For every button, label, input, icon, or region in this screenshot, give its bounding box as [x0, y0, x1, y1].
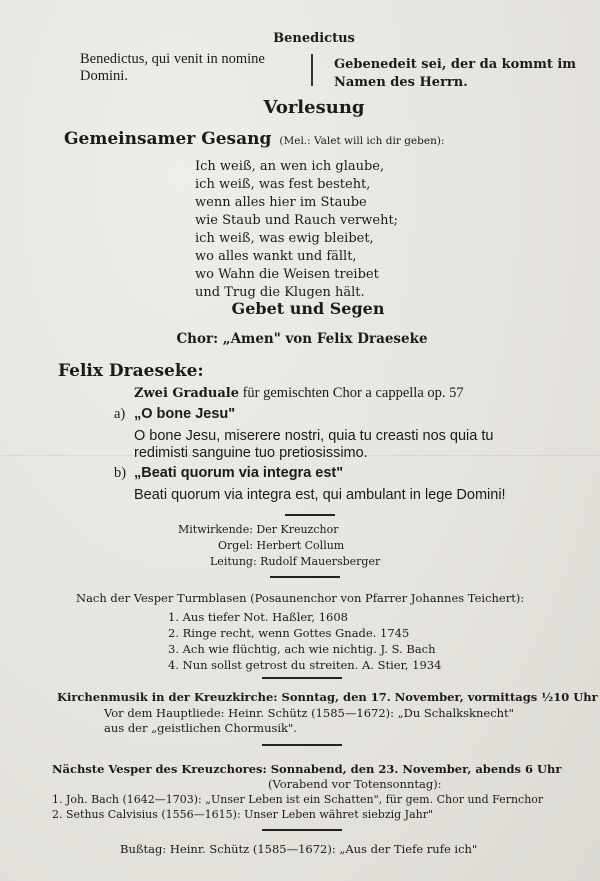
kirchenmusik-line-3: aus der „geistlichen Chormusik".	[104, 721, 297, 735]
draeseke-subtitle-rest: für gemischten Chor a cappella op. 57	[242, 385, 464, 401]
mitwirkende-block	[178, 522, 380, 570]
section-divider	[270, 576, 340, 578]
mitwirkende-orgel: Orgel: Herbert Collum	[218, 539, 345, 552]
draeseke-subtitle	[134, 385, 464, 402]
gesang-melody: (Mel.: Valet will ich dir geben):	[279, 135, 445, 147]
naechste-line-1: Nächste Vesper des Kreuzchores: Sonnabend, den 23. November, abends 6 Uhr	[52, 762, 562, 776]
turmblasen-intro: Nach der Vesper Turmblasen (Posaunenchor von Pfarrer Johannes Teichert):	[76, 591, 525, 605]
item-a-text-line-2: redimisti sanguine tuo pretiosissimo.	[134, 445, 368, 461]
gebet-heading: Gebet und Segen	[231, 299, 385, 318]
hymn-line: Ich weiß, an wen ich glaube,	[195, 159, 385, 174]
vorlesung-heading: Vorlesung	[263, 97, 365, 118]
benedictus-latin	[80, 51, 265, 85]
hymn-line: ich weiß, was fest besteht,	[195, 177, 371, 192]
list-item: 1. Aus tiefer Not. Haßler, 1608	[168, 610, 348, 624]
benedictus-german-line-2: Namen des Herrn.	[334, 75, 468, 90]
list-item: 4. Nun sollst getrost du streiten. A. Stier, 1934	[168, 658, 442, 672]
mitwirkende-leitung: Leitung: Rudolf Mauersberger	[210, 555, 381, 568]
benedictus-latin-line-2: Domini.	[80, 68, 128, 84]
section-divider	[262, 829, 342, 831]
hymn-line: wo alles wankt und fällt,	[195, 249, 357, 264]
naechste-line-4: 2. Sethus Calvisius (1556—1615): Unser Leben währet siebzig Jahr"	[52, 808, 434, 821]
hymn-line: wie Staub und Rauch verweht;	[195, 213, 399, 228]
item-b-label: b)	[114, 465, 127, 481]
item-a-title: „O bone Jesu"	[134, 406, 236, 422]
kirchenmusik-line-2: Vor dem Hauptliede: Heinr. Schütz (1585—1672): „Du Schalksknecht"	[104, 706, 514, 720]
naechste-line-2: (Vorabend vor Totensonntag):	[268, 777, 442, 791]
list-item: 3. Ach wie flüchtig, ach wie nichtig. J. S. Bach	[168, 642, 436, 656]
busstag-line: Bußtag: Heinr. Schütz (1585—1672): „Aus der Tiefe rufe ich"	[120, 842, 478, 856]
item-b-title: „Beati quorum via integra est"	[134, 465, 344, 481]
turmblasen-list	[168, 609, 441, 673]
kirchenmusik-line-1: Kirchenmusik in der Kreuzkirche: Sonntag, den 17. November, vormittags ½10 Uhr	[57, 690, 598, 704]
gesang-heading	[64, 129, 444, 149]
hymn-line: wenn alles hier im Staube	[195, 195, 367, 210]
hymn-text	[195, 158, 398, 302]
hymn-line: und Trug die Klugen hält.	[195, 285, 365, 300]
chor-amen: Chor: „Amen" von Felix Draeseke	[176, 331, 428, 347]
item-a-text	[134, 428, 564, 462]
benedictus-latin-line-1: Benedictus, qui venit in nomine	[80, 51, 265, 67]
item-b-text: Beati quorum via integra est, qui ambulant in lege Domini!	[134, 487, 506, 503]
gesang-title: Gemeinsamer Gesang	[64, 129, 272, 149]
benedictus-german	[334, 56, 576, 92]
hymn-line: wo Wahn die Weisen treibet	[195, 267, 379, 282]
draeseke-heading: Felix Draeseke:	[58, 361, 204, 381]
mitwirkende-chor: Mitwirkende: Der Kreuzchor	[178, 523, 339, 536]
column-divider	[311, 54, 313, 86]
section-divider	[285, 514, 335, 516]
benedictus-heading: Benedictus	[273, 31, 355, 46]
hymn-line: ich weiß, was ewig bleibet,	[195, 231, 374, 246]
draeseke-subtitle-bold: Zwei Graduale	[134, 386, 239, 401]
naechste-line-3: 1. Joh. Bach (1642—1703): „Unser Leben ist ein Schatten", für gem. Chor und Fernchor	[52, 793, 544, 806]
list-item: 2. Ringe recht, wenn Gottes Gnade. 1745	[168, 626, 410, 640]
benedictus-german-line-1: Gebenedeit sei, der da kommt im	[334, 57, 577, 72]
section-divider	[262, 744, 342, 746]
item-a-text-line-1: O bone Jesu, miserere nostri, quia tu creasti nos quia tu	[134, 428, 494, 444]
item-a-label: a)	[114, 406, 126, 422]
section-divider	[262, 677, 342, 679]
